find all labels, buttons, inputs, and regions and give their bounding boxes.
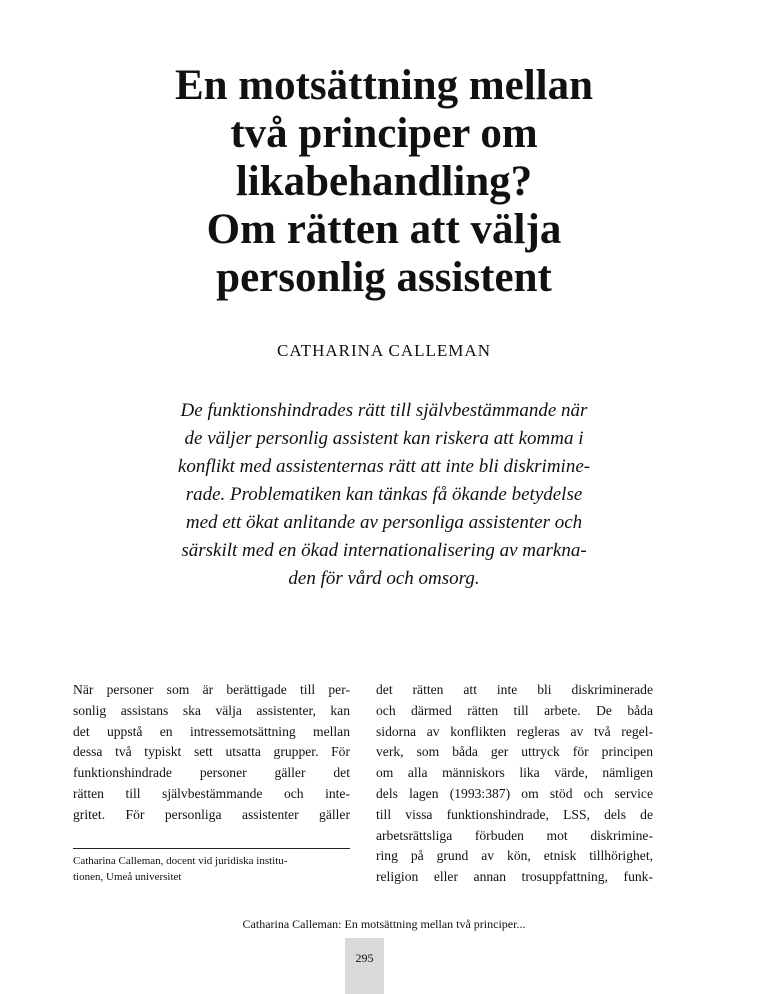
lede-line: den för vård och omsorg. bbox=[288, 568, 480, 589]
page-number: 295 bbox=[355, 951, 374, 965]
body-line: gritet. För personliga assistenter gäller bbox=[73, 806, 350, 822]
title-line: personlig assistent bbox=[216, 254, 552, 301]
body-line: verk, som båda ger uttryck för principen bbox=[376, 744, 653, 760]
body-line: det uppstå en intressemotsättning mellan bbox=[73, 723, 350, 739]
body-line: När personer som är berättigade till per- bbox=[73, 682, 350, 697]
article-title bbox=[84, 62, 684, 302]
footnote-line: Catharina Calleman, docent vid juridiska institu- bbox=[73, 855, 288, 867]
footnote-divider bbox=[73, 848, 350, 849]
title-line: Om rätten att välja bbox=[206, 206, 562, 253]
body-line: till vissa funktionshindrade, LSS, dels de bbox=[376, 806, 653, 822]
page-number-tab bbox=[345, 938, 384, 994]
body-line: rätten till självbestämmande och inte- bbox=[73, 785, 350, 801]
author-name: CATHARINA CALLEMAN bbox=[277, 341, 491, 360]
body-line: sidorna av konflikten regleras av två regel- bbox=[376, 723, 653, 739]
lede-line: konflikt med assistenternas rätt att inte bli diskrimine- bbox=[177, 456, 591, 477]
body-line: ring på grund av kön, etnisk tillhörighet, bbox=[376, 848, 653, 864]
author-footnote bbox=[73, 853, 350, 885]
lede-line: de väljer personlig assistent kan riskera att komma i bbox=[184, 428, 584, 449]
body-line: funktionshindrade personer gäller det bbox=[73, 765, 350, 781]
body-line: om alla människors lika värde, nämligen bbox=[376, 765, 653, 781]
body-line: det rätten att inte bli diskriminerade bbox=[376, 682, 653, 697]
body-line: religion eller annan trosuppfattning, funk- bbox=[376, 869, 653, 885]
title-line: En motsättning mellan bbox=[174, 62, 594, 109]
body-column-left bbox=[73, 680, 350, 826]
lede-line: särskilt med en ökad internationalisering av markna- bbox=[181, 540, 587, 561]
lede-line: De funktionshindrades rätt till självbestämmande när bbox=[180, 400, 588, 421]
body-line: och därmed rätten till arbete. De båda bbox=[376, 702, 653, 718]
lede-line: rade. Problematiken kan tänkas få ökande betydelse bbox=[185, 484, 583, 505]
title-line: två principer om bbox=[230, 110, 538, 157]
body-line: sonlig assistans ska välja assistenter, kan bbox=[73, 702, 350, 718]
article-lede bbox=[114, 397, 654, 593]
body-line: arbetsrättsliga förbuden mot diskrimine- bbox=[376, 827, 653, 843]
footnote-line: tionen, Umeå universitet bbox=[73, 871, 182, 883]
body-line: dels lagen (1993:387) om stöd och service bbox=[376, 785, 653, 801]
body-line: dessa två typiskt sett utsatta grupper. För bbox=[73, 744, 350, 760]
running-footer: Catharina Calleman: En motsättning mellan två principer... bbox=[242, 917, 526, 931]
title-line: likabehandling? bbox=[235, 158, 533, 205]
lede-line: med ett ökat anlitande av personliga assistenter och bbox=[185, 512, 583, 533]
body-column-right bbox=[376, 680, 653, 888]
